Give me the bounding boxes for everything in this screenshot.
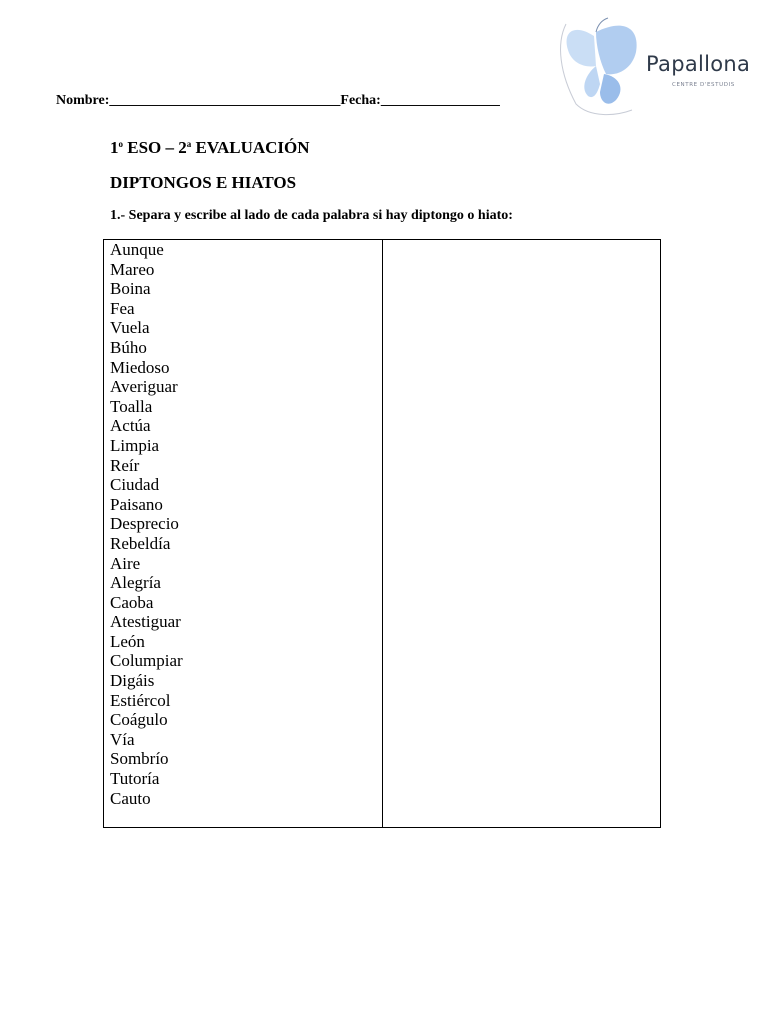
word-item: Coágulo [110,710,168,730]
word-item: Aunque [110,240,164,259]
word-item: Digáis [110,671,155,691]
word-item: Reír [110,455,140,475]
word-item: Paisano [110,494,163,514]
word-list [110,240,382,808]
word-item: Limpia [110,435,160,455]
word-item: Estiércol [110,690,171,710]
word-item: Sombrío [110,749,169,769]
logo-subtitle: CENTRE D'ESTUDIS [672,82,735,88]
word-item: Actúa [110,416,151,436]
word-item: León [110,631,145,651]
word-item: Averiguar [110,377,178,397]
word-item: Cauto [110,788,151,808]
word-item: Boina [110,279,151,299]
word-item: Toalla [110,396,153,416]
word-item: Alegría [110,573,161,593]
word-item: Caoba [110,592,154,612]
word-item: Vuela [110,318,150,338]
word-item: Aire [110,553,141,573]
course-title: 1$^o$ ESO – 2$^a$ EVALUACIÓN [110,138,310,157]
word-item: Desprecio [110,514,179,534]
exercise-table [103,239,661,828]
logo-text: Papallona [646,52,751,76]
word-item: Fea [110,298,135,318]
word-item: Tutoría [110,769,160,789]
word-item: Columpiar [110,651,183,671]
topic-title: DIPTONGOS E HIATOS [110,173,297,192]
word-column [104,240,383,827]
word-item: Rebeldía [110,533,171,553]
word-item: Búho [110,337,147,357]
exercise-instruction: 1.- Separa y escribe al lado de cada palabra si hay diptongo o hiato: [110,208,513,223]
answer-column[interactable] [383,240,660,827]
papallona-logo [536,14,764,120]
word-item: Atestiguar [110,612,181,632]
word-item: Miedoso [110,357,170,377]
word-item: Ciudad [110,475,160,495]
name-date-line: Nombre:_________________________________Fecha:_________________ [56,93,500,108]
word-item: Vía [110,729,135,749]
word-item: Mareo [110,259,155,279]
butterfly-icon [536,14,656,120]
